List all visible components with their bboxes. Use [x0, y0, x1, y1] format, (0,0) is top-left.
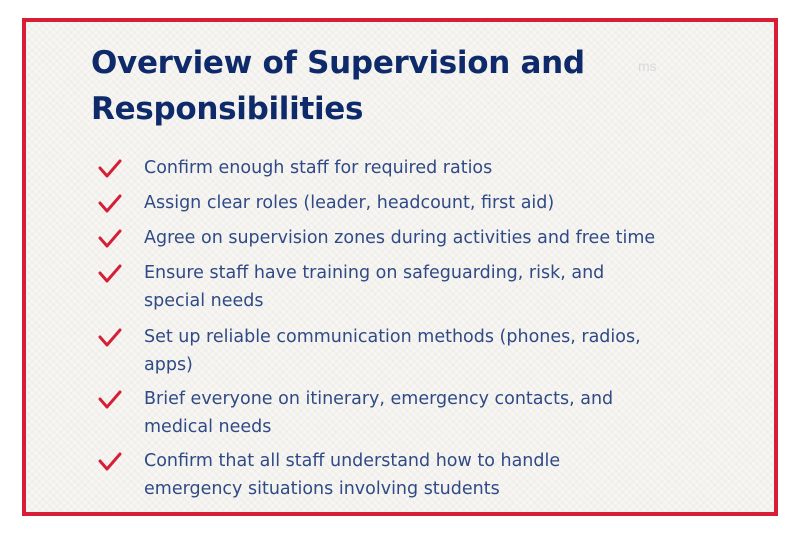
list-item — [98, 323, 658, 379]
list-item-text: Assign clear roles (leader, headcount, first aid) — [144, 193, 555, 213]
list-item — [98, 447, 658, 503]
check-icon — [98, 159, 122, 179]
list-item — [98, 189, 658, 217]
list-item — [98, 385, 658, 441]
check-icon — [98, 390, 122, 410]
list-item-text: Set up reliable communication methods (phones, radios, apps) — [144, 327, 641, 375]
list-item-text: Brief everyone on itinerary, emergency contacts, and medical needs — [144, 389, 614, 437]
list-item-text: Ensure staff have training on safeguarding, risk, and special needs — [144, 263, 605, 311]
list-item-text: Confirm that all staff understand how to handle emergency situations involving students — [144, 451, 561, 499]
list-item-text: Agree on supervision zones during activities and free time — [144, 228, 656, 248]
check-icon — [98, 328, 122, 348]
check-icon — [98, 229, 122, 249]
check-icon — [98, 264, 122, 284]
list-item — [98, 154, 658, 182]
faint-overlay-text: ms — [638, 58, 657, 74]
list-item — [98, 224, 658, 252]
list-item-text: Confirm enough staff for required ratios — [144, 158, 493, 178]
checklist — [98, 154, 658, 503]
page-title: Overview of Supervision and Responsibilities — [91, 45, 585, 127]
check-icon — [98, 452, 122, 472]
list-item — [98, 259, 658, 315]
slide-card — [22, 18, 778, 516]
check-icon — [98, 194, 122, 214]
